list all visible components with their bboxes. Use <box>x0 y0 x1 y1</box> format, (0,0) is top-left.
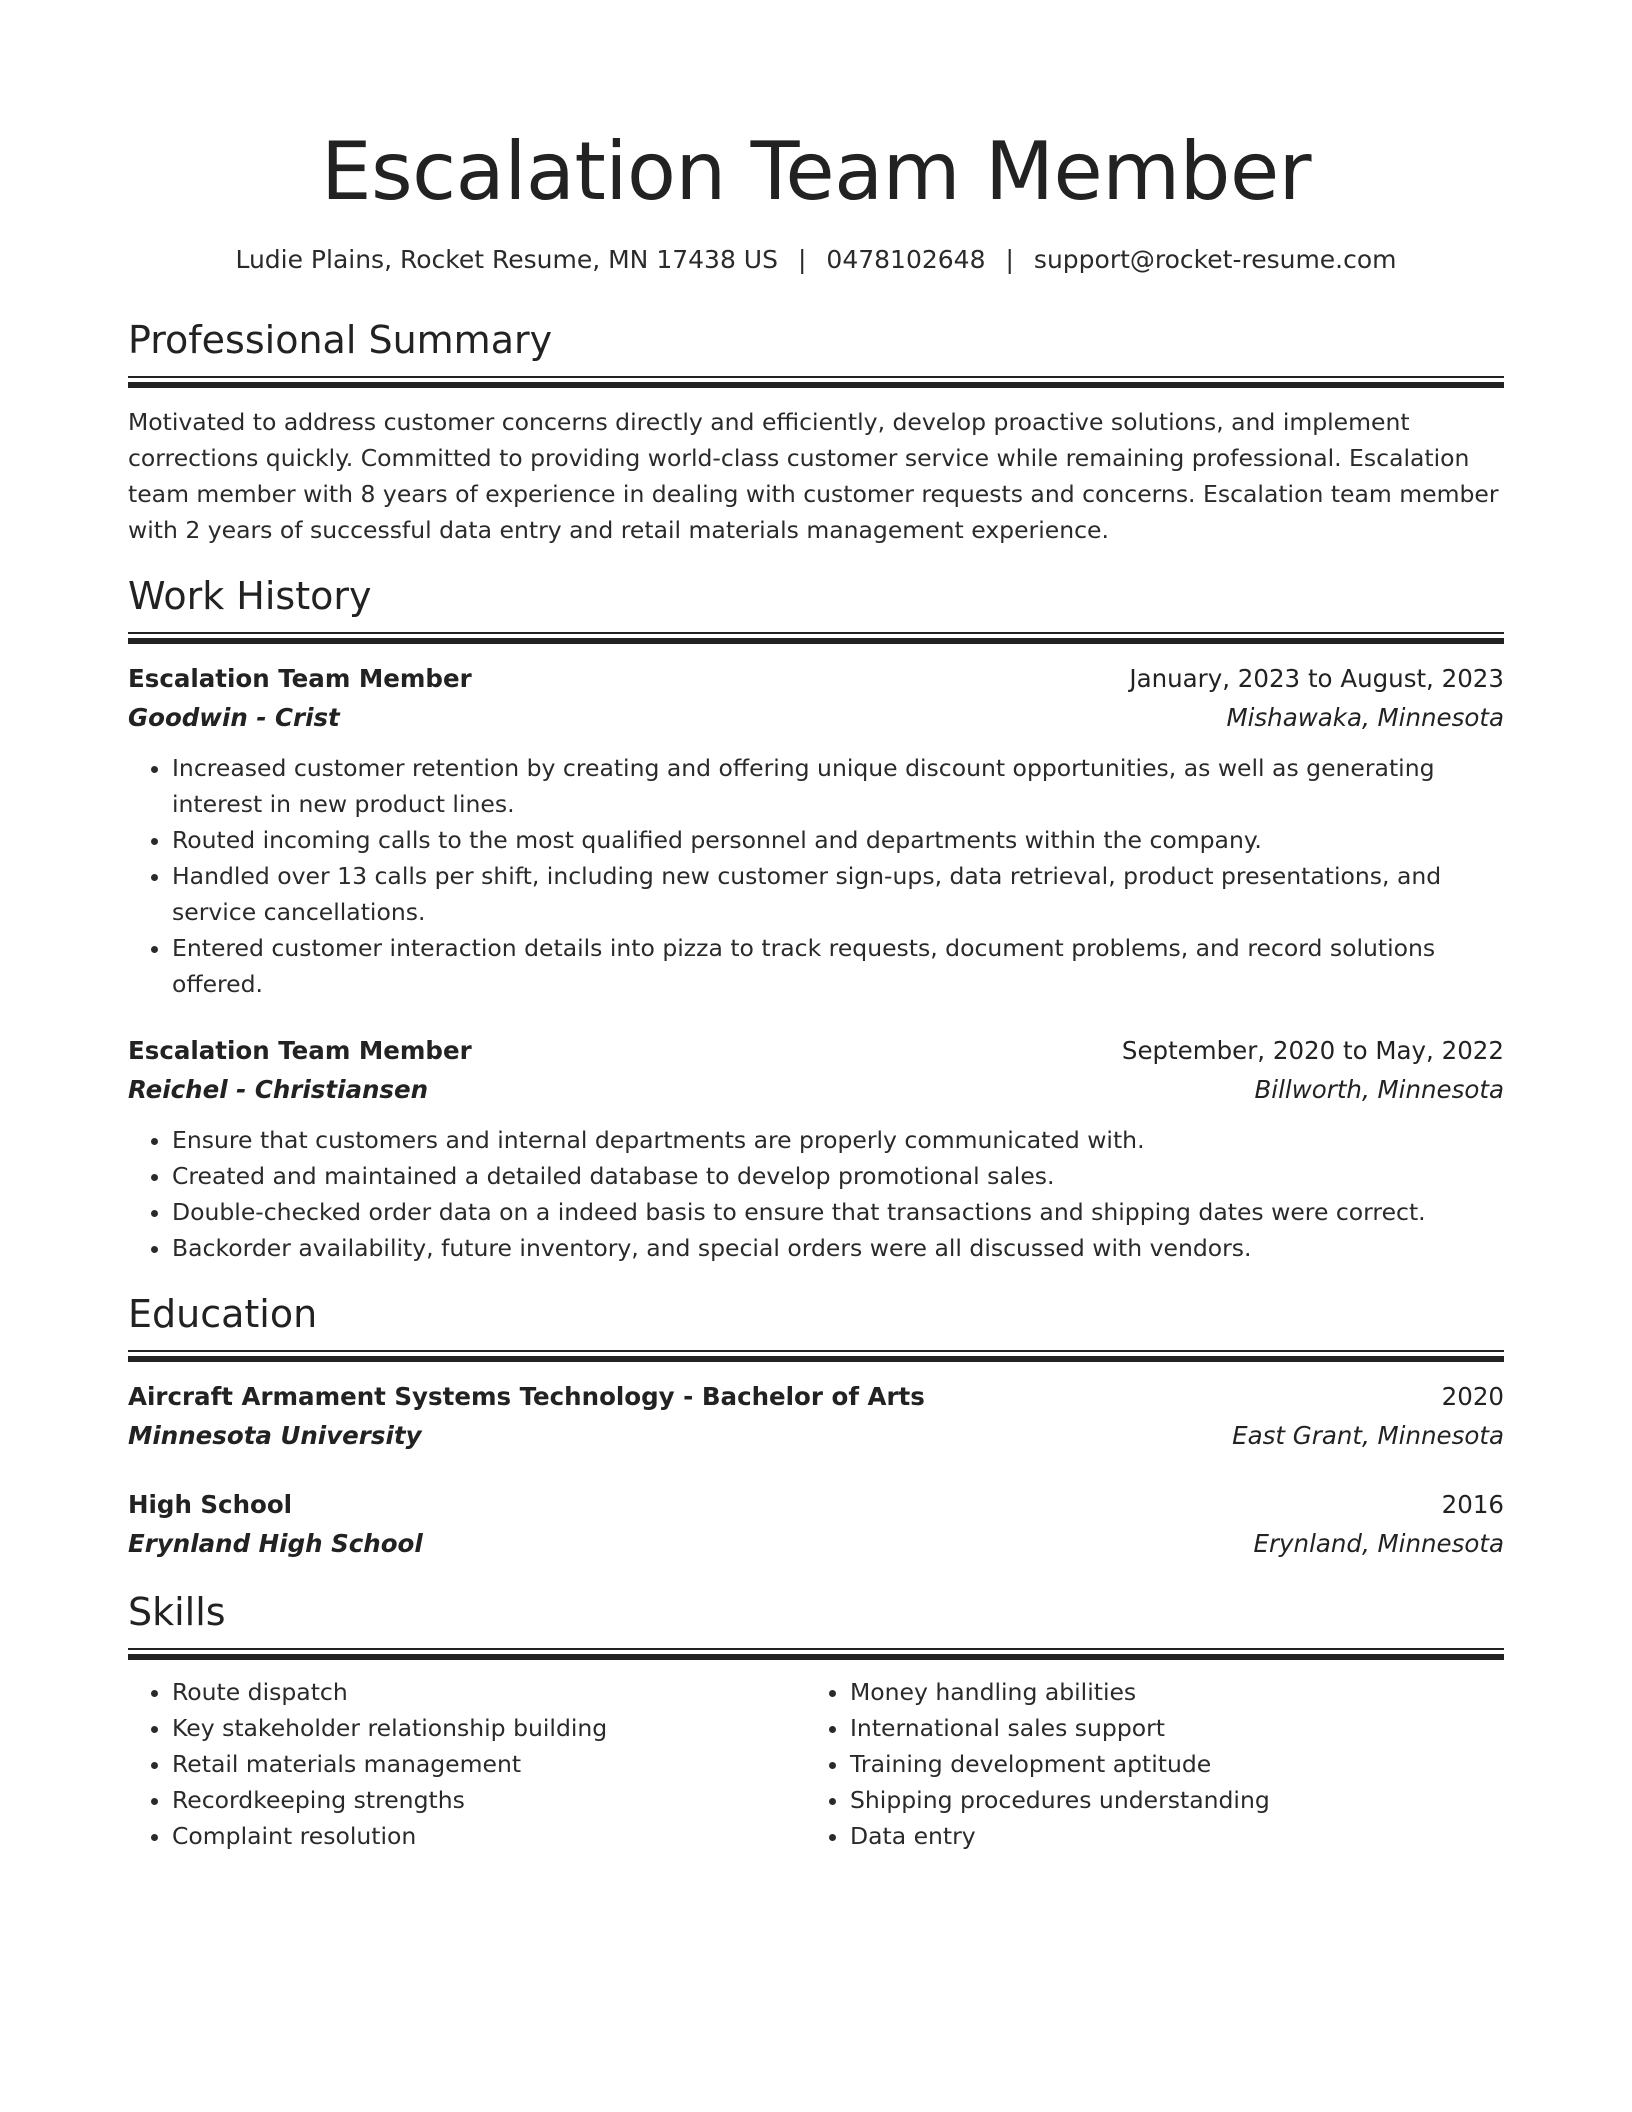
job-title: Escalation Team Member <box>128 664 472 693</box>
list-item: • Complaint resolution <box>172 1818 806 1854</box>
list-item: • International sales support <box>850 1710 1484 1746</box>
education-school: Minnesota University <box>128 1421 422 1450</box>
section-divider <box>128 1648 1504 1660</box>
education-location: Erynland, Minnesota <box>1253 1529 1504 1558</box>
job-bullets <box>128 750 1504 1002</box>
job-entry <box>128 1032 1504 1266</box>
list-item: • Data entry <box>850 1818 1484 1854</box>
list-item: • Retail materials management <box>172 1746 806 1782</box>
job-entry <box>128 660 1504 1002</box>
job-company-row <box>128 1070 1504 1110</box>
list-item: • Key stakeholder relationship building <box>172 1710 806 1746</box>
education-entry <box>128 1486 1504 1564</box>
section-divider <box>128 632 1504 644</box>
education-school-row <box>128 1524 1504 1564</box>
list-item: • Route dispatch <box>172 1674 806 1710</box>
skills-list-right <box>806 1674 1484 1854</box>
section-title-education: Education <box>128 1292 318 1336</box>
skills-columns <box>128 1674 1504 1854</box>
list-item: • Double-checked order data on a indeed basis to ensure that transactions and shipping dates were correct. <box>172 1194 1504 1230</box>
list-item: • Money handling abilities <box>850 1674 1484 1710</box>
list-item: • Training development aptitude <box>850 1746 1484 1782</box>
list-item: • Increased customer retention by creating and offering unique discount opportunities, as well as generating interest in new product lines. <box>172 750 1504 822</box>
education-school: Erynland High School <box>128 1529 423 1558</box>
education-entry <box>128 1378 1504 1456</box>
list-item: • Recordkeeping strengths <box>172 1782 806 1818</box>
job-bullets <box>128 1122 1504 1266</box>
education-section <box>128 1290 1504 1564</box>
job-company-row <box>128 698 1504 738</box>
job-location: Billworth, Minnesota <box>1254 1075 1504 1104</box>
skills-list-left <box>128 1674 806 1854</box>
list-item: • Shipping procedures understanding <box>850 1782 1484 1818</box>
section-divider <box>128 376 1504 388</box>
job-company: Goodwin - Crist <box>128 703 340 732</box>
education-year: 2016 <box>1441 1490 1504 1519</box>
skills-column-left <box>128 1674 806 1854</box>
work-history-section <box>128 572 1504 1266</box>
section-title-summary: Professional Summary <box>128 318 553 362</box>
education-header-row <box>128 1486 1504 1524</box>
job-location: Mishawaka, Minnesota <box>1226 703 1504 732</box>
list-item: • Routed incoming calls to the most qualified personnel and departments within the company. <box>172 822 1504 858</box>
job-company: Reichel - Christiansen <box>128 1075 429 1104</box>
resume-name: Escalation Team Member <box>320 125 1312 218</box>
skills-section <box>128 1588 1504 1854</box>
education-degree: High School <box>128 1490 293 1519</box>
list-item: • Created and maintained a detailed database to develop promotional sales. <box>172 1158 1504 1194</box>
job-dates: September, 2020 to May, 2022 <box>1121 1036 1504 1065</box>
education-header-row <box>128 1378 1504 1416</box>
list-item: • Ensure that customers and internal departments are properly communicated with. <box>172 1122 1504 1158</box>
education-school-row <box>128 1416 1504 1456</box>
job-header-row <box>128 660 1504 698</box>
job-header-row <box>128 1032 1504 1070</box>
contact-email: support@rocket-resume.com <box>1033 245 1397 274</box>
list-item: • Entered customer interaction details into pizza to track requests, document problems, and record solutions offered. <box>172 930 1504 1002</box>
job-dates: January, 2023 to August, 2023 <box>1129 664 1504 693</box>
education-year: 2020 <box>1441 1382 1504 1411</box>
contact-phone: 0478102648 <box>826 245 986 274</box>
education-degree: Aircraft Armament Systems Technology - Bachelor of Arts <box>128 1382 925 1411</box>
skills-column-right <box>806 1674 1484 1854</box>
contact-separator: | <box>797 245 807 274</box>
resume-page <box>128 0 1504 1854</box>
contact-address: Ludie Plains, Rocket Resume, MN 17438 US <box>235 245 778 274</box>
education-location: East Grant, Minnesota <box>1232 1421 1504 1450</box>
section-title-skills: Skills <box>128 1590 226 1634</box>
contact-line <box>128 242 1504 278</box>
section-divider <box>128 1350 1504 1362</box>
list-item: • Handled over 13 calls per shift, including new customer sign-ups, data retrieval, product presentations, and service cancellations. <box>172 858 1504 930</box>
list-item: • Backorder availability, future inventory, and special orders were all discussed with vendors. <box>172 1230 1504 1266</box>
summary-section <box>128 316 1504 548</box>
contact-separator: | <box>1005 245 1014 274</box>
job-title: Escalation Team Member <box>128 1036 472 1065</box>
summary-text: Motivated to address customer concerns directly and efficiently, develop proactive solutions, and implement corrections quickly. Committed to providing world-class customer service while remaining professional. Escalation team member with 8 years of experience in dealing with customer requests and concerns. Escalation team member with 2 years of successful data entry and retail materials management experience. <box>128 408 1499 544</box>
section-title-work-history: Work History <box>128 574 372 618</box>
